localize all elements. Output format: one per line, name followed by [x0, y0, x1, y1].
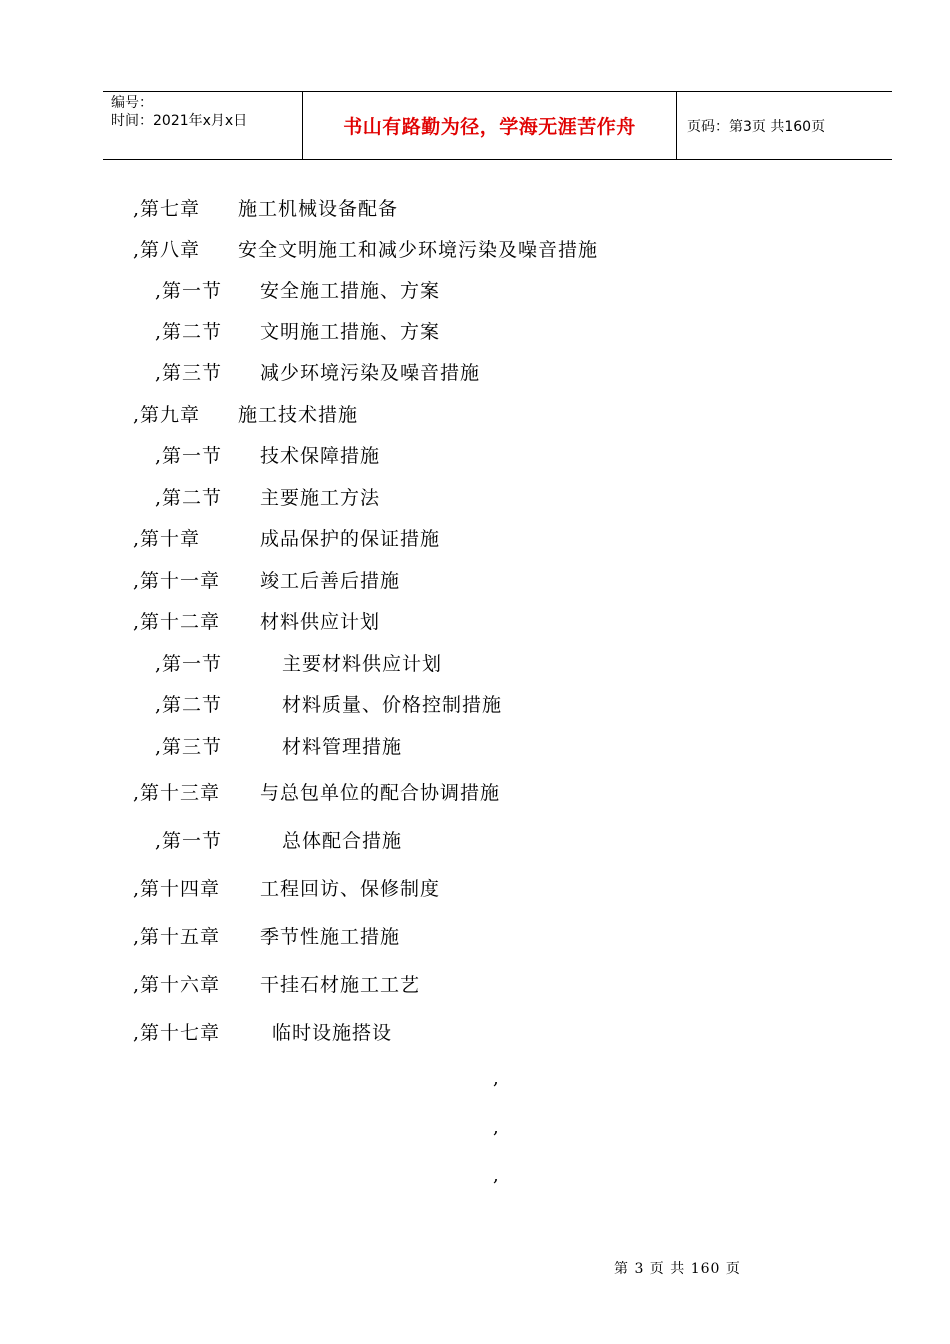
- toc-entry-title: 工程回访、保修制度: [260, 878, 441, 900]
- toc-entry: [155, 358, 480, 385]
- toc-entry-number: ,第二节: [155, 694, 223, 716]
- toc-entry: [155, 317, 440, 344]
- number-label: 编号：: [111, 95, 153, 111]
- toc-entry: [133, 922, 400, 949]
- toc-entry-number: ,第十七章: [133, 1022, 221, 1044]
- toc-entry: [155, 441, 380, 468]
- time-label: 时间：2021年x月x日: [111, 113, 248, 129]
- toc-entry: [155, 826, 402, 853]
- toc-entry-title: 材料质量、价格控制措施: [282, 694, 503, 716]
- toc-entry-title: 施工技术措施: [238, 404, 359, 426]
- page-header: [103, 91, 892, 160]
- toc-entry: [133, 400, 358, 427]
- toc-entry-number: ,第十一章: [133, 570, 221, 592]
- header-page-info: 页码：第3页 共160页: [687, 118, 826, 135]
- toc-entry-title: 季节性施工措施: [260, 926, 401, 948]
- toc-entry-title: 干挂石材施工工艺: [260, 974, 421, 996]
- toc-entry-number: ,第一节: [155, 280, 223, 302]
- toc-entry-title: 主要施工方法: [260, 487, 381, 509]
- toc-entry: [133, 607, 380, 634]
- toc-entry-number: ,第三节: [155, 362, 223, 384]
- toc-entry-number: ,第十五章: [133, 926, 221, 948]
- toc-entry-title: 主要材料供应计划: [282, 653, 443, 675]
- toc-entry-number: ,第二节: [155, 487, 223, 509]
- toc-entry: [133, 970, 420, 997]
- toc-entry: [133, 874, 440, 901]
- toc-entry-number: ,第十二章: [133, 611, 221, 633]
- toc-entry-title: 材料供应计划: [260, 611, 381, 633]
- toc-entry-number: ,第十三章: [133, 782, 221, 804]
- toc-entry-title: 总体配合措施: [282, 830, 403, 852]
- toc-entry: [155, 276, 440, 303]
- trailing-mark: ,: [493, 1117, 499, 1138]
- toc-entry: [155, 649, 442, 676]
- toc-entry-title: 与总包单位的配合协调措施: [260, 782, 501, 804]
- toc-entry-number: ,第一节: [155, 445, 223, 467]
- header-motto: 书山有路勤为径，学海无涯苦作舟: [303, 92, 677, 159]
- toc-entry: [133, 524, 440, 551]
- toc-entry-title: 减少环境污染及噪音措施: [260, 362, 481, 384]
- toc-entry-title: 安全文明施工和减少环境污染及噪音措施: [238, 239, 599, 261]
- toc-entry: [133, 778, 500, 805]
- toc-entry-number: ,第十章: [133, 528, 201, 550]
- toc-entry: [133, 1018, 392, 1045]
- toc-entry-number: ,第七章: [133, 198, 201, 220]
- toc-entry-number: ,第一节: [155, 830, 223, 852]
- toc-entry-number: ,第十六章: [133, 974, 221, 996]
- header-meta: [103, 92, 303, 159]
- toc-entry: [155, 690, 502, 717]
- trailing-mark: ,: [493, 1165, 499, 1186]
- toc-entry-number: ,第三节: [155, 736, 223, 758]
- toc-entry-title: 安全施工措施、方案: [260, 280, 441, 302]
- toc-entry-title: 临时设施搭设: [272, 1022, 393, 1044]
- toc-entry-number: ,第十四章: [133, 878, 221, 900]
- toc-entry: [155, 732, 402, 759]
- toc-entry-number: ,第一节: [155, 653, 223, 675]
- trailing-mark: ,: [493, 1068, 499, 1089]
- toc-entry-title: 材料管理措施: [282, 736, 403, 758]
- toc-entry-number: ,第九章: [133, 404, 201, 426]
- toc-entry-title: 成品保护的保证措施: [260, 528, 441, 550]
- toc-entry-title: 文明施工措施、方案: [260, 321, 441, 343]
- toc-entry-number: ,第二节: [155, 321, 223, 343]
- toc-entry-number: ,第八章: [133, 239, 201, 261]
- toc-entry: [133, 566, 400, 593]
- toc-entry: [133, 194, 398, 221]
- toc-entry: [155, 483, 380, 510]
- toc-entry-title: 施工机械设备配备: [238, 198, 399, 220]
- toc-entry-title: 竣工后善后措施: [260, 570, 401, 592]
- page-footer: 第 3 页 共 160 页: [614, 1261, 741, 1277]
- toc-entry-title: 技术保障措施: [260, 445, 381, 467]
- toc-entry: [133, 235, 598, 262]
